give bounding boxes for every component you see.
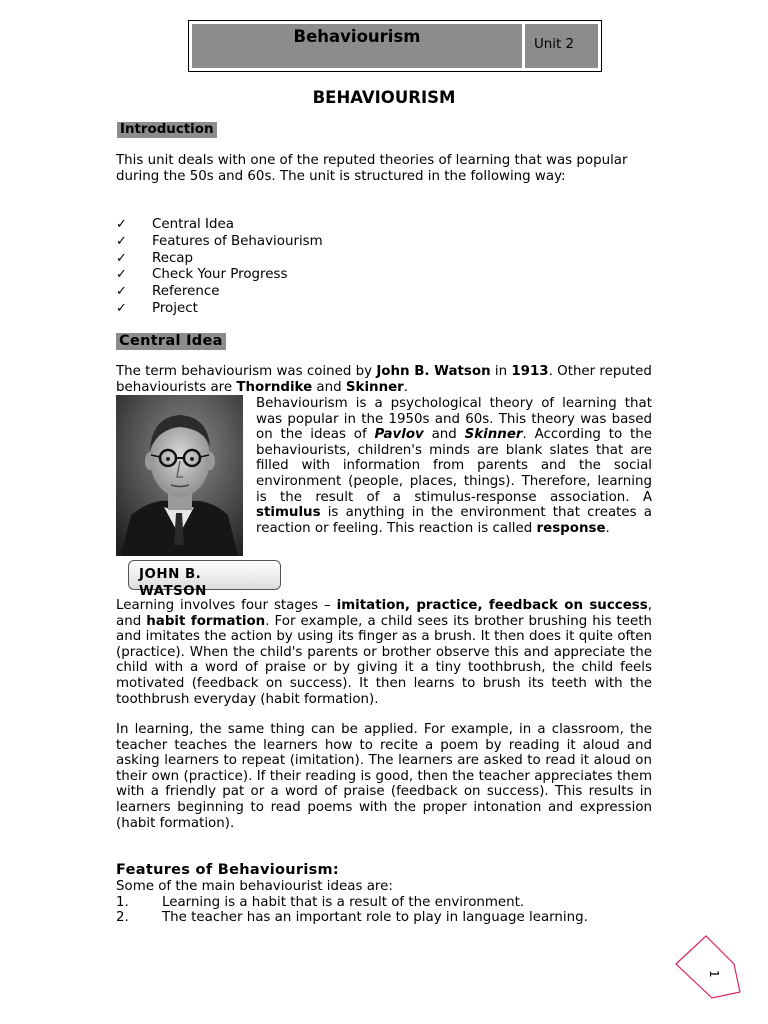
page-number: 1 [707,970,721,978]
learning-stages-paragraph: Learning involves four stages – imitation, practice, feedback on success, and habit formation. For example, a child sees its brother brushing his teeth and imitates the action by using its finger as a brush. It then does it quite often (practice). When the child's parents or brother observe this and appreciate the child with a word of praise or by giving it a tiny toothbrush, the child feels motivated (feedback on success). It then learns to brush its teeth with the toothbrush everyday (habit formation). [116,598,652,707]
list-item: ✓ Reference [116,284,220,300]
check-icon: ✓ [116,284,127,300]
check-icon: ✓ [116,300,127,316]
check-icon: ✓ [116,267,127,283]
list-item: 2. The teacher has an important role to play in language learning. [116,910,588,925]
central-idea-heading: Central Idea [116,333,226,350]
behaviourism-description: Behaviourism is a psychological theory of learning that was popular in the 1950s and 60s. This theory was based on the ideas of Pavlov and Skinner. According to the behaviourists, children's minds are blank slates that are filled with information from parents and the social environment (people, places, things). Therefore, learning is the result of a stimulus-response association. A stimulus is anything in the environment that creates a reaction or feeling. This reaction is called response. [256,396,653,536]
features-intro: Some of the main behaviourist ideas are: [116,879,393,894]
photo-caption: JOHN B. WATSON [139,567,207,599]
introduction-text: This unit deals with one of the reputed theories of learning that was popular during the 50s and 60s. The unit is structured in the following way: [116,153,628,184]
central-idea-intro: The term behaviourism was coined by John B. Watson in 1913. Other reputed behaviourists are Thorndike and Skinner. [116,364,652,395]
introduction-heading: Introduction [117,122,217,138]
watson-portrait-photo [116,395,243,556]
check-icon: ✓ [116,217,127,232]
check-icon: ✓ [116,250,127,266]
unit-structure-list [116,217,323,318]
list-item: ✓ Features of Behaviourism [116,233,323,249]
classroom-example-paragraph: In learning, the same thing can be applied. For example, in a classroom, the teacher teaches the learners how to recite a poem by reading it aloud and asking learners to repeat (imitation). The learners are asked to read it aloud on their own (practice). If their reading is good, then the teacher appreciates them with a friendly pat or a word of praise (feedback on success). This results in learners beginning to read poems with the proper intonation and expression (habit formation). [116,722,652,831]
features-heading: Features of Behaviourism: [116,862,340,878]
page-number-badge [672,934,756,1000]
list-item: ✓ Project [116,300,198,316]
check-icon: ✓ [116,233,127,249]
list-item: ✓ Check Your Progress [116,267,288,283]
document-title: BEHAVIOURISM [312,88,456,107]
list-item: 1. Learning is a habit that is a result of the environment. [116,895,525,910]
list-item: ✓ Recap [116,250,194,266]
header-unit-label: Unit 2 [534,37,575,52]
list-item: ✓ Central Idea [116,217,234,232]
header-title: Behaviourism [293,27,421,46]
